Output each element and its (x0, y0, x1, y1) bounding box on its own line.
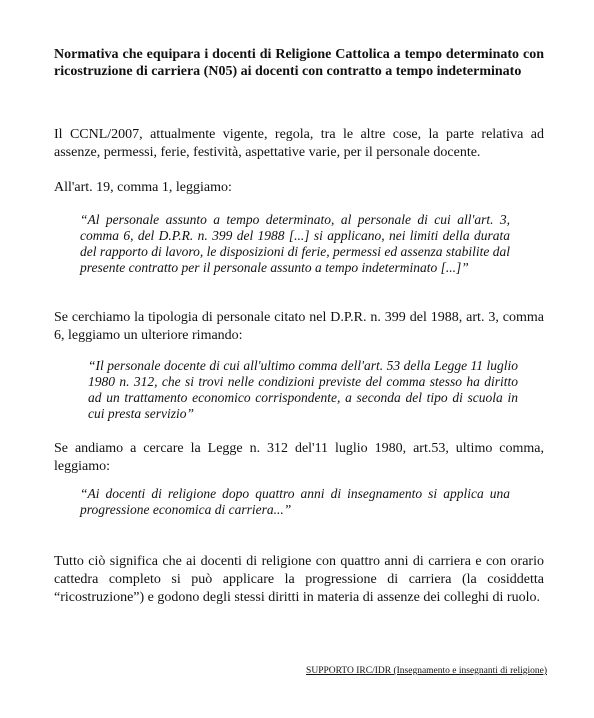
paragraph-art19: All'art. 19, comma 1, leggiamo: (54, 180, 232, 195)
paragraph-legge-312: Se andiamo a cercare la Legge n. 312 del'11 luglio 1980, art.53, ultimo comma, leggiamo: (54, 441, 544, 474)
document-title: Normativa che equipara i docenti di Religione Cattolica a tempo determinato con ricostruzione di carriera (N05) ai docenti con contratto a tempo indeterminato (54, 47, 544, 79)
quote-ccnl-art19: “Al personale assunto a tempo determinato, al personale di cui all'art. 3, comma 6, del D.P.R. n. 399 del 1988 [...] si applicano, nei limiti della durata del rapporto di lavoro, le disposizioni di ferie, permessi ed assenza stabilite dal presente contratto per il personale assunto a tempo indeterminato [...]” (80, 212, 510, 275)
paragraph-dpr-399: Se cerchiamo la tipologia di personale citato nel D.P.R. n. 399 del 1988, art. 3, comma 6, leggiamo un ulteriore rimando: (54, 310, 544, 343)
footer-link[interactable]: SUPPORTO IRC/IDR (Insegnamento e insegnanti di religione) (306, 666, 547, 676)
paragraph-ccnl: Il CCNL/2007, attualmente vigente, regola, tra le altre cose, la parte relativa ad assenze, permessi, ferie, festività, aspettative varie, per il personale docente. (54, 127, 544, 160)
paragraph-conclusion: Tutto ciò significa che ai docenti di religione con quattro anni di carriera e con orario cattedra completo si può applicare la progressione di carriera (la cosiddetta “ricostruzione”) e godono degli stessi diritti in materia di assenze dei colleghi di ruolo. (54, 554, 544, 605)
quote-legge-312: “Ai docenti di religione dopo quattro anni di insegnamento si applica una progressione economica di carriera...” (80, 486, 510, 517)
quote-dpr-399: “Il personale docente di cui all'ultimo comma dell'art. 53 della Legge 11 luglio 1980 n. 312, che si trovi nelle condizioni previste del comma stesso ha diritto ad un trattamento economico corrispondente, a seconda del tipo di scuola in cui presta servizio” (88, 358, 518, 421)
